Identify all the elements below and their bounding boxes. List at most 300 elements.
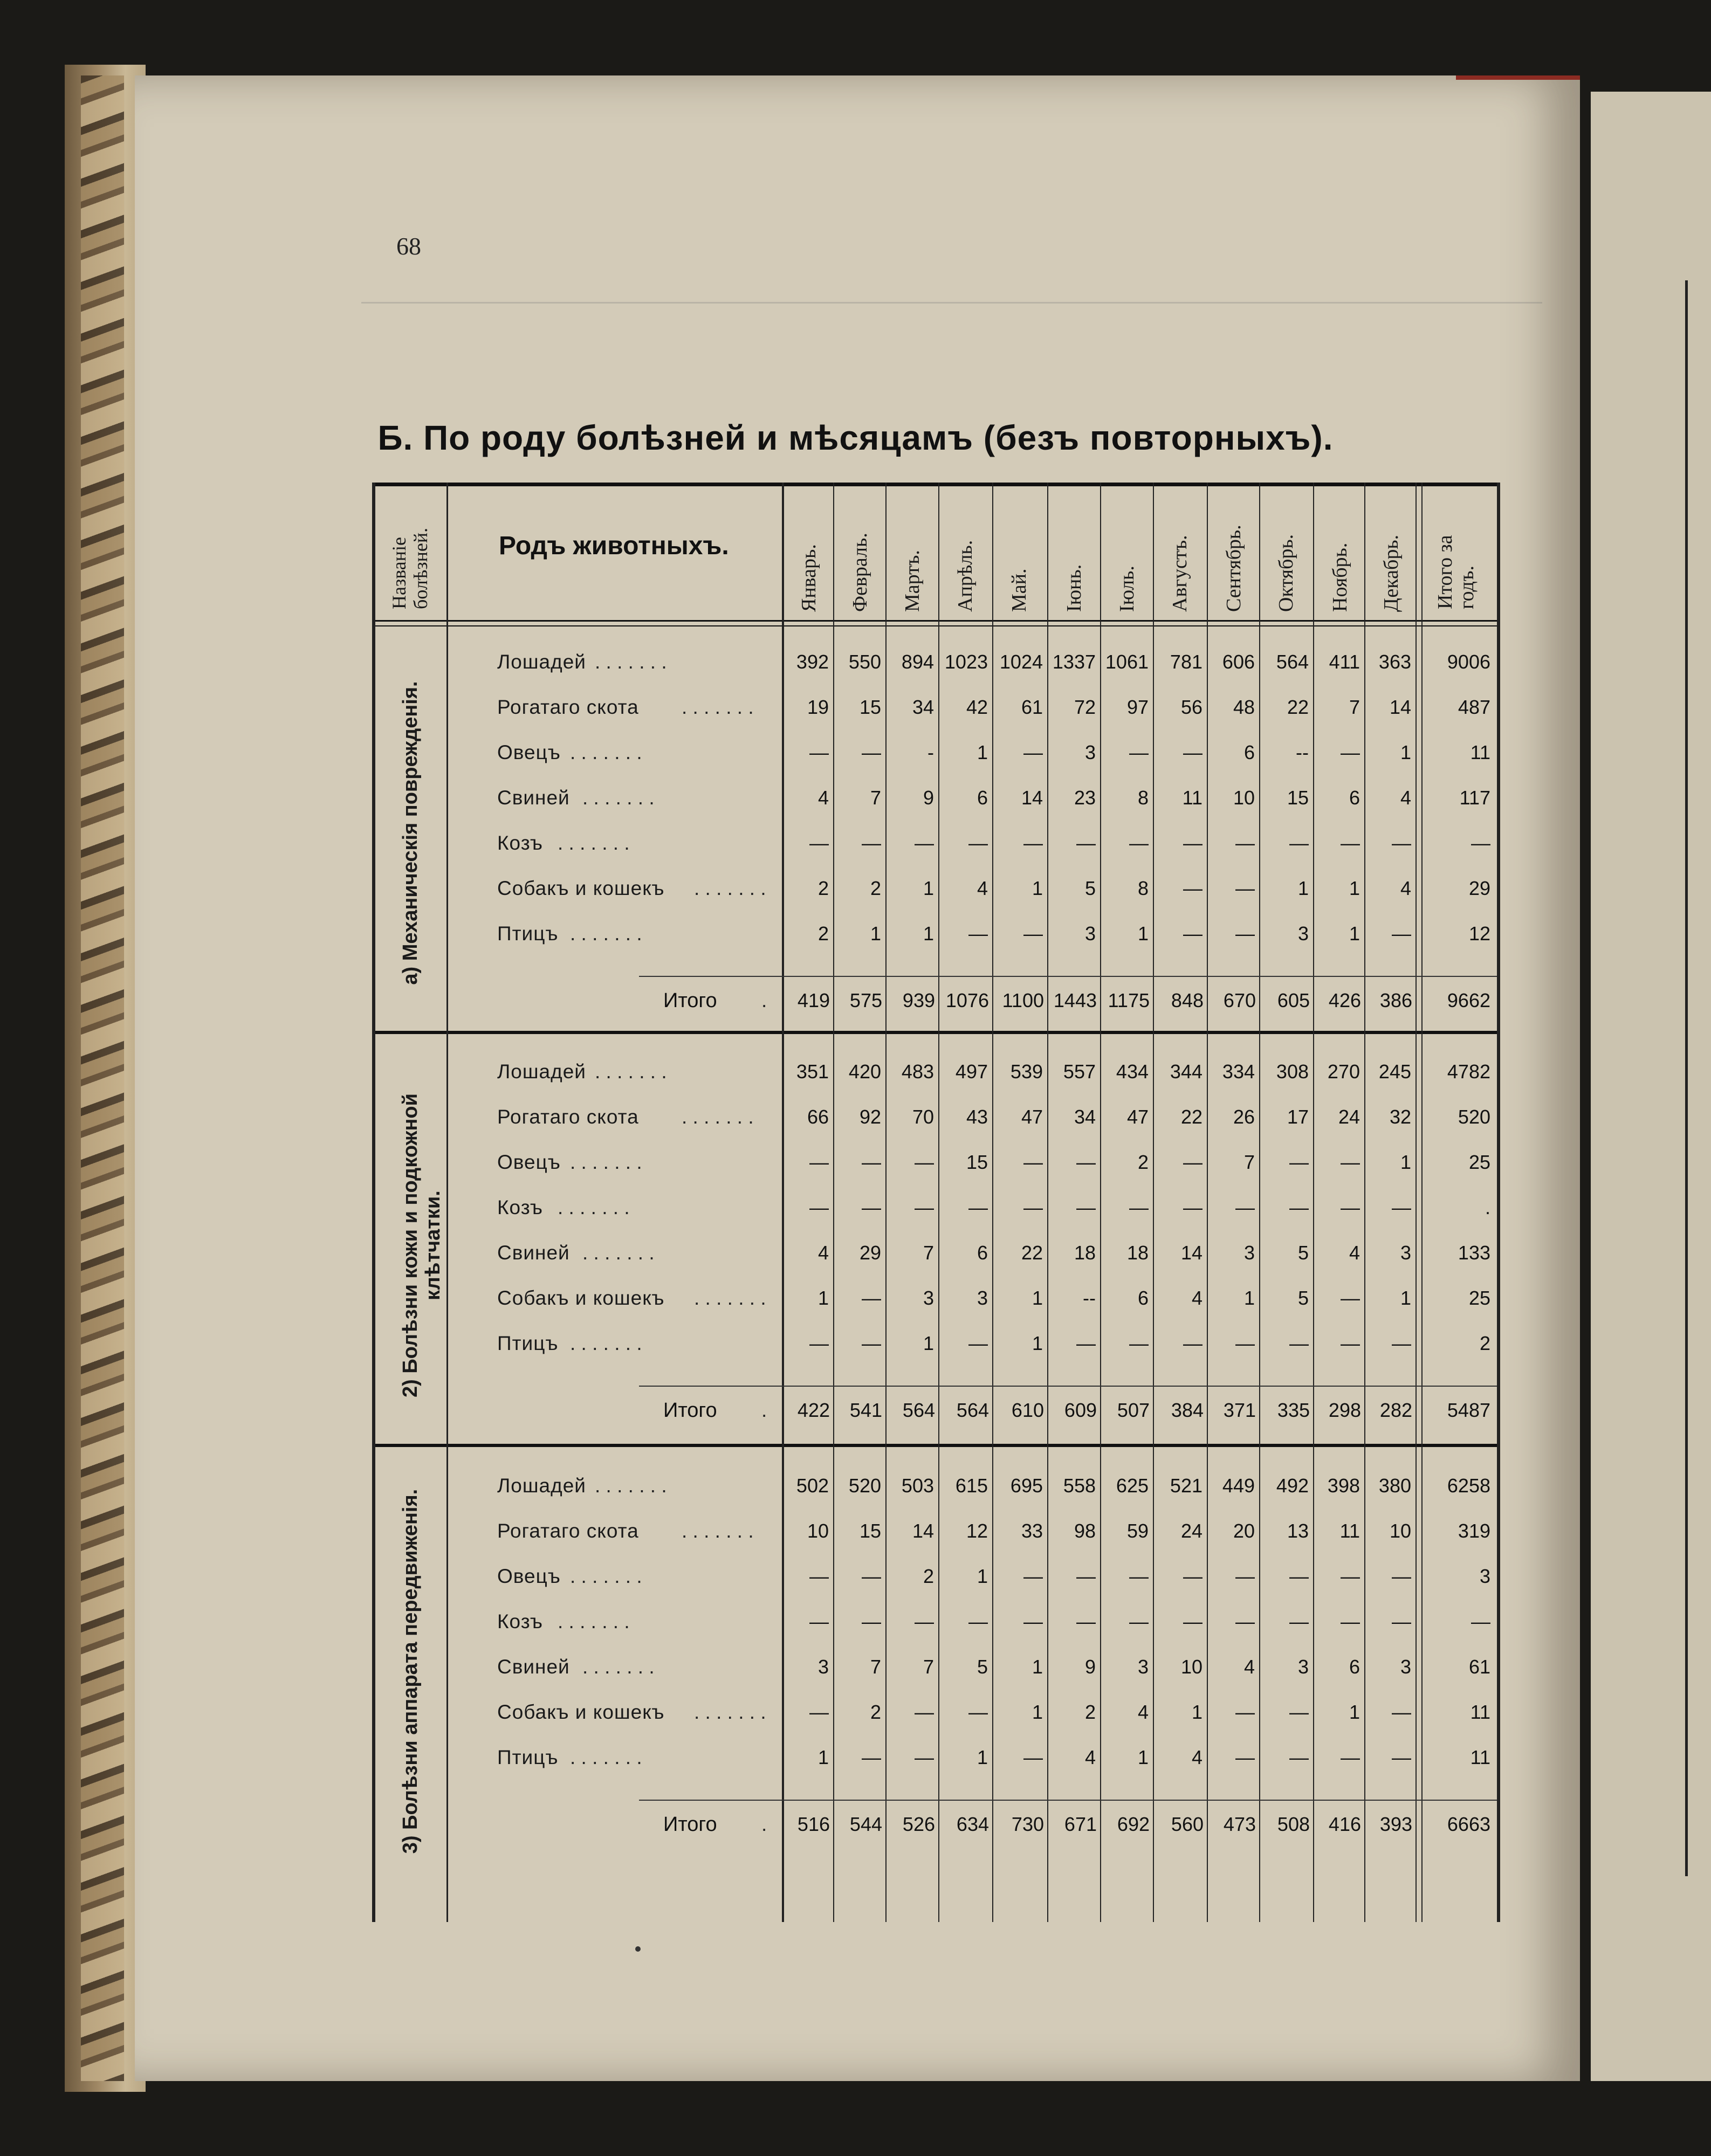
animal-label: Овецъ <box>497 1565 561 1587</box>
month-value: — <box>1289 1701 1309 1723</box>
month-value: 520 <box>848 1475 881 1497</box>
animal-label: Лошадей <box>497 651 586 673</box>
year-total-value: — <box>1471 1610 1490 1633</box>
month-value: — <box>915 1701 934 1723</box>
bleed-through-text <box>361 302 1542 395</box>
table-row <box>372 1332 1497 1367</box>
month-value: — <box>1183 832 1202 854</box>
leader-dots: . . . . . . . <box>682 1520 754 1542</box>
month-value: — <box>1341 832 1360 854</box>
table-row <box>372 832 1497 866</box>
month-value: — <box>809 1610 829 1633</box>
month-value: 1 <box>1297 877 1309 899</box>
animal-label: Собакъ и кошекъ <box>497 1701 665 1723</box>
month-value: — <box>862 1610 881 1633</box>
month-value: — <box>1235 1332 1255 1354</box>
month-value: — <box>1341 1196 1360 1218</box>
table-row <box>372 1106 1497 1140</box>
month-value: 4 <box>817 787 829 809</box>
month-value: 6 <box>1349 1656 1360 1678</box>
month-value: — <box>1341 1151 1360 1173</box>
month-value: — <box>1392 832 1411 854</box>
month-value: 1 <box>1137 1746 1149 1768</box>
month-value: 7 <box>870 787 881 809</box>
month-value: 2 <box>870 1701 881 1723</box>
month-value: 10 <box>1389 1520 1411 1542</box>
leader-dots: . . . . . . . <box>558 1196 630 1218</box>
month-value: — <box>862 1746 881 1768</box>
year-total-value: 11 <box>1470 1746 1490 1768</box>
animal-label: Рогатаго скота <box>497 1520 639 1542</box>
month-value: 4 <box>1349 1242 1360 1264</box>
month-value: — <box>1289 1196 1309 1218</box>
month-value: 3 <box>977 1287 988 1309</box>
month-value: 615 <box>955 1475 988 1497</box>
itogo-month-value: 508 <box>1277 1813 1310 1835</box>
month-value: — <box>1023 741 1043 763</box>
month-value: — <box>809 1701 829 1723</box>
leader-dots: . <box>761 989 767 1011</box>
year-total-value: 6258 <box>1447 1475 1490 1497</box>
page-right-rule <box>1685 280 1688 1876</box>
itogo-month-value: 298 <box>1328 1399 1361 1421</box>
leader-dots: . . . . . . . <box>558 1610 630 1633</box>
animal-label: Козъ <box>497 832 543 854</box>
table-row <box>372 741 1497 776</box>
section-label: а) Механическія поврежденія. <box>399 681 422 985</box>
month-value: 3 <box>923 1287 934 1309</box>
month-value: 1 <box>1400 1151 1411 1173</box>
month-value: 1 <box>923 922 934 945</box>
leader-dots: . . . . . . . <box>570 741 642 763</box>
itogo-row <box>372 989 1497 1024</box>
month-value: — <box>1023 1565 1043 1587</box>
month-value: 4 <box>1084 1746 1096 1768</box>
itogo-month-value: 730 <box>1011 1813 1044 1835</box>
month-value: — <box>1392 1565 1411 1587</box>
animal-label: Козъ <box>497 1610 543 1633</box>
month-value: 1 <box>1349 922 1360 945</box>
leader-dots: . . . . . . . <box>694 1287 766 1309</box>
itogo-row <box>372 1813 1497 1848</box>
header-bottom-rule-2 <box>372 625 1497 626</box>
month-value: — <box>1341 1746 1360 1768</box>
month-value: 97 <box>1126 696 1149 718</box>
month-value: 1 <box>1243 1287 1255 1309</box>
month-value: 550 <box>848 651 881 673</box>
month-value: -- <box>1296 741 1309 763</box>
month-value: — <box>968 1701 988 1723</box>
itogo-month-value: 384 <box>1171 1399 1204 1421</box>
itogo-month-value: 541 <box>849 1399 882 1421</box>
page-right-partial <box>1591 92 1711 2081</box>
header-month: Сентябрь. <box>1222 525 1245 612</box>
month-value: — <box>1392 1196 1411 1218</box>
animal-label: Овецъ <box>497 741 561 763</box>
month-value: — <box>1235 832 1255 854</box>
month-value: 29 <box>859 1242 881 1264</box>
month-value: — <box>862 832 881 854</box>
month-value: — <box>1341 1565 1360 1587</box>
month-value: — <box>968 832 988 854</box>
month-value: 61 <box>1021 696 1043 718</box>
itogo-month-value: 692 <box>1117 1813 1150 1835</box>
month-value: — <box>915 832 934 854</box>
month-value: 5 <box>1084 877 1096 899</box>
section-2-bottom-rule <box>372 1444 1497 1447</box>
table-top-rule <box>372 483 1497 486</box>
month-value: 47 <box>1021 1106 1043 1128</box>
itogo-month-value: 526 <box>902 1813 935 1835</box>
animal-label: Птицъ <box>497 1332 559 1354</box>
month-value: 14 <box>1389 696 1411 718</box>
month-value: 351 <box>796 1060 829 1083</box>
month-value: 380 <box>1378 1475 1411 1497</box>
month-value: 5 <box>977 1656 988 1678</box>
month-value: — <box>1289 1565 1309 1587</box>
month-value: — <box>1392 1332 1411 1354</box>
month-value: 398 <box>1327 1475 1360 1497</box>
month-value: — <box>1129 1565 1149 1587</box>
month-value: — <box>1289 1746 1309 1768</box>
month-value: — <box>1235 1746 1255 1768</box>
month-value: 4 <box>1191 1746 1202 1768</box>
month-value: — <box>1023 832 1043 854</box>
table-row <box>372 1287 1497 1321</box>
month-value: 4 <box>977 877 988 899</box>
month-value: 344 <box>1170 1060 1202 1083</box>
itogo-month-value: 610 <box>1011 1399 1044 1421</box>
itogo-month-value: 1175 <box>1108 989 1150 1011</box>
month-value: — <box>915 1151 934 1173</box>
month-value: 2 <box>817 922 829 945</box>
month-value: — <box>809 1151 829 1173</box>
month-value: 1 <box>1032 1332 1043 1354</box>
month-value: 14 <box>1021 787 1043 809</box>
month-value: 9 <box>923 787 934 809</box>
month-value: — <box>1289 832 1309 854</box>
leader-dots: . . . . . . . <box>595 1060 667 1083</box>
month-value: — <box>862 1565 881 1587</box>
leader-dots: . . . . . . . <box>570 1332 642 1354</box>
header-disease-name: Названіе болѣзней. <box>388 527 431 609</box>
month-value: — <box>1392 1701 1411 1723</box>
animal-label: Рогатаго скота <box>497 1106 639 1128</box>
itogo-month-value: 671 <box>1064 1813 1097 1835</box>
animal-label: Свиней <box>497 787 570 809</box>
month-value: 24 <box>1180 1520 1202 1542</box>
month-value: 10 <box>1233 787 1255 809</box>
year-total-value: 520 <box>1458 1106 1490 1128</box>
leader-dots: . . . . . . . <box>570 1746 642 1768</box>
month-value: 1 <box>1032 1701 1043 1723</box>
month-value: 70 <box>912 1106 934 1128</box>
month-value: 1 <box>923 1332 934 1354</box>
month-value: — <box>1183 877 1202 899</box>
table-row <box>372 877 1497 912</box>
month-value: — <box>809 1196 829 1218</box>
leader-dots: . . . . . . . <box>682 696 754 718</box>
month-value: — <box>1235 1701 1255 1723</box>
month-value: 26 <box>1233 1106 1255 1128</box>
month-value: — <box>1289 1151 1309 1173</box>
itogo-month-value: 507 <box>1117 1399 1150 1421</box>
month-value: — <box>1392 1610 1411 1633</box>
section-label: 3) Болѣзни аппарата передвиженія. <box>399 1489 422 1854</box>
month-value: 1 <box>817 1746 829 1768</box>
year-total-value: 25 <box>1468 1287 1490 1309</box>
animal-label: Птицъ <box>497 922 559 945</box>
month-value: 449 <box>1222 1475 1255 1497</box>
month-value: — <box>1289 1610 1309 1633</box>
month-value: 33 <box>1021 1520 1043 1542</box>
leader-dots: . . . . . . . <box>570 922 642 945</box>
itogo-month-value: 473 <box>1223 1813 1256 1835</box>
month-value: 606 <box>1222 651 1255 673</box>
header-month: Ноябрь. <box>1329 542 1351 612</box>
itogo-month-value: 416 <box>1328 1813 1361 1835</box>
table-row <box>372 696 1497 731</box>
itogo-month-value: 609 <box>1064 1399 1097 1421</box>
animal-label: Козъ <box>497 1196 543 1218</box>
month-value: 98 <box>1074 1520 1096 1542</box>
table-row <box>372 1746 1497 1781</box>
month-value: — <box>1076 1151 1096 1173</box>
month-value: 2 <box>1084 1701 1096 1723</box>
month-value: 72 <box>1074 696 1096 718</box>
month-value: 10 <box>1180 1656 1202 1678</box>
month-value: — <box>1183 1151 1202 1173</box>
table-row <box>372 1196 1497 1231</box>
month-value: 411 <box>1329 651 1360 673</box>
month-value: — <box>1183 1332 1202 1354</box>
month-value: — <box>1076 832 1096 854</box>
table-row <box>372 1242 1497 1276</box>
year-total-value: . <box>1485 1196 1490 1218</box>
month-value: 3 <box>817 1656 829 1678</box>
month-value: 6 <box>1349 787 1360 809</box>
table-row <box>372 1151 1497 1186</box>
table-row <box>372 651 1497 685</box>
table-row <box>372 1060 1497 1095</box>
table-row <box>372 1475 1497 1509</box>
itogo-month-value: 1443 <box>1053 989 1097 1011</box>
month-value: 1 <box>1032 1656 1043 1678</box>
month-value: — <box>1076 1332 1096 1354</box>
month-value: -- <box>1083 1287 1096 1309</box>
month-value: 34 <box>1074 1106 1096 1128</box>
month-value: — <box>1129 1610 1149 1633</box>
section-label: 2) Болѣзни кожи и подкожной клѣтчатки. <box>399 1093 444 1398</box>
itogo-year-total: 6663 <box>1447 1813 1490 1835</box>
month-value: 3 <box>1084 922 1096 945</box>
month-value: 1 <box>1349 1701 1360 1723</box>
month-value: — <box>862 1196 881 1218</box>
year-total-value: — <box>1471 832 1490 854</box>
month-value: 363 <box>1378 651 1411 673</box>
itogo-month-value: 575 <box>849 989 882 1011</box>
section-1-bottom-rule <box>372 1031 1497 1034</box>
month-value: — <box>809 1565 829 1587</box>
month-value: 13 <box>1287 1520 1309 1542</box>
month-value: 2 <box>817 877 829 899</box>
book-edge-texture <box>81 75 124 2081</box>
header-month: Январь. <box>798 544 820 612</box>
month-value: 695 <box>1010 1475 1043 1497</box>
month-value: 14 <box>912 1520 934 1542</box>
header-month: Августъ. <box>1169 535 1191 612</box>
header-month: Декабрь. <box>1380 534 1403 612</box>
month-value: 5 <box>1297 1242 1309 1264</box>
month-value: 7 <box>1243 1151 1255 1173</box>
month-value: 503 <box>901 1475 934 1497</box>
month-value: 14 <box>1180 1242 1202 1264</box>
month-value: 92 <box>859 1106 881 1128</box>
month-value: - <box>927 741 934 763</box>
itogo-month-value: 426 <box>1328 989 1361 1011</box>
ink-speck <box>635 1946 641 1952</box>
itogo-month-value: 1076 <box>945 989 989 1011</box>
month-value: 3 <box>1137 1656 1149 1678</box>
month-value: 270 <box>1327 1060 1360 1083</box>
month-value: 47 <box>1126 1106 1149 1128</box>
itogo-label: Итого <box>663 989 717 1012</box>
year-total-value: 29 <box>1468 877 1490 899</box>
month-value: 48 <box>1233 696 1255 718</box>
month-value: 2 <box>923 1565 934 1587</box>
month-value: 6 <box>1137 1287 1149 1309</box>
month-value: 1 <box>817 1287 829 1309</box>
month-value: 1 <box>1032 877 1043 899</box>
month-value: 3 <box>1400 1242 1411 1264</box>
month-value: 502 <box>796 1475 829 1497</box>
month-value: 12 <box>966 1520 988 1542</box>
month-value: 894 <box>901 651 934 673</box>
itogo-month-value: 371 <box>1223 1399 1256 1421</box>
itogo-month-value: 335 <box>1277 1399 1310 1421</box>
month-value: 9 <box>1084 1656 1096 1678</box>
month-value: 3 <box>1084 741 1096 763</box>
month-value: 492 <box>1276 1475 1309 1497</box>
itogo-month-value: 544 <box>849 1813 882 1835</box>
month-value: — <box>1235 1565 1255 1587</box>
header-month: Мартъ. <box>901 550 924 612</box>
month-value: — <box>1183 1196 1202 1218</box>
month-value: — <box>1392 1746 1411 1768</box>
leader-dots: . <box>761 1399 767 1421</box>
leader-dots: . . . . . . . <box>582 1656 655 1678</box>
month-value: 17 <box>1287 1106 1309 1128</box>
month-value: 15 <box>859 696 881 718</box>
animal-label: Птицъ <box>497 1746 559 1768</box>
month-value: — <box>862 1287 881 1309</box>
month-value: — <box>1183 741 1202 763</box>
month-value: 8 <box>1137 787 1149 809</box>
month-value: 56 <box>1180 696 1202 718</box>
month-value: 625 <box>1116 1475 1149 1497</box>
month-value: 3 <box>1243 1242 1255 1264</box>
itogo-month-value: 1100 <box>1002 989 1044 1011</box>
month-value: 521 <box>1170 1475 1202 1497</box>
month-value: 66 <box>807 1106 829 1128</box>
animal-label: Свиней <box>497 1242 570 1264</box>
month-value: 23 <box>1074 787 1096 809</box>
month-value: — <box>1129 832 1149 854</box>
month-value: 20 <box>1233 1520 1255 1542</box>
month-value: 483 <box>901 1060 934 1083</box>
year-total-value: 9006 <box>1447 651 1490 673</box>
leader-dots: . . . . . . . <box>694 1701 766 1723</box>
itogo-month-value: 564 <box>902 1399 935 1421</box>
month-value: 4 <box>817 1242 829 1264</box>
month-value: 11 <box>1182 787 1202 809</box>
month-value: 539 <box>1010 1060 1043 1083</box>
itogo-rule <box>639 1386 1497 1387</box>
month-value: 24 <box>1338 1106 1360 1128</box>
month-value: 7 <box>923 1656 934 1678</box>
month-value: — <box>1341 1332 1360 1354</box>
table-row <box>372 787 1497 821</box>
year-total-value: 487 <box>1458 696 1490 718</box>
header-bottom-rule <box>372 620 1497 622</box>
month-value: 1 <box>1137 922 1149 945</box>
month-value: 4 <box>1137 1701 1149 1723</box>
month-value: 18 <box>1074 1242 1096 1264</box>
year-total-value: 12 <box>1468 922 1490 945</box>
animal-label: Рогатаго скота <box>497 696 639 718</box>
month-value: 19 <box>807 696 829 718</box>
month-value: 1023 <box>944 651 988 673</box>
table-title: Б. По роду болѣзней и мѣсяцамъ (безъ повторныхъ). <box>377 418 1334 457</box>
month-value: — <box>1183 1610 1202 1633</box>
leader-dots: . . . . . . . <box>570 1565 642 1587</box>
month-value: — <box>809 741 829 763</box>
month-value: 15 <box>1287 787 1309 809</box>
month-value: — <box>1023 1610 1043 1633</box>
month-value: 42 <box>966 696 988 718</box>
leader-dots: . . . . . . . <box>694 877 766 899</box>
month-value: — <box>1183 922 1202 945</box>
month-value: 308 <box>1276 1060 1309 1083</box>
animal-label: Лошадей <box>497 1060 586 1083</box>
itogo-month-value: 634 <box>956 1813 989 1835</box>
month-value: — <box>862 741 881 763</box>
itogo-label: Итого <box>663 1813 717 1836</box>
book-cover-edge <box>1456 75 1580 80</box>
month-value: 4 <box>1400 877 1411 899</box>
year-total-value: 11 <box>1470 1701 1490 1723</box>
month-value: 3 <box>1400 1656 1411 1678</box>
header-month: Октябрь. <box>1275 534 1297 612</box>
page-number: 68 <box>396 232 421 260</box>
month-value: 6 <box>977 787 988 809</box>
animal-label: Собакъ и кошекъ <box>497 877 665 899</box>
itogo-label: Итого <box>663 1399 717 1422</box>
leader-dots: . . . . . . . <box>570 1151 642 1173</box>
month-value: 1337 <box>1052 651 1096 673</box>
month-value: — <box>915 1746 934 1768</box>
year-total-value: 117 <box>1459 787 1490 809</box>
itogo-month-value: 560 <box>1171 1813 1204 1835</box>
month-value: 4 <box>1191 1287 1202 1309</box>
month-value: — <box>809 1332 829 1354</box>
animal-label: Овецъ <box>497 1151 561 1173</box>
header-animal-kind: Родъ животныхъ. <box>499 532 729 560</box>
table-row <box>372 1610 1497 1645</box>
month-value: 1 <box>1349 877 1360 899</box>
itogo-month-value: 422 <box>797 1399 830 1421</box>
month-value: — <box>1289 1332 1309 1354</box>
